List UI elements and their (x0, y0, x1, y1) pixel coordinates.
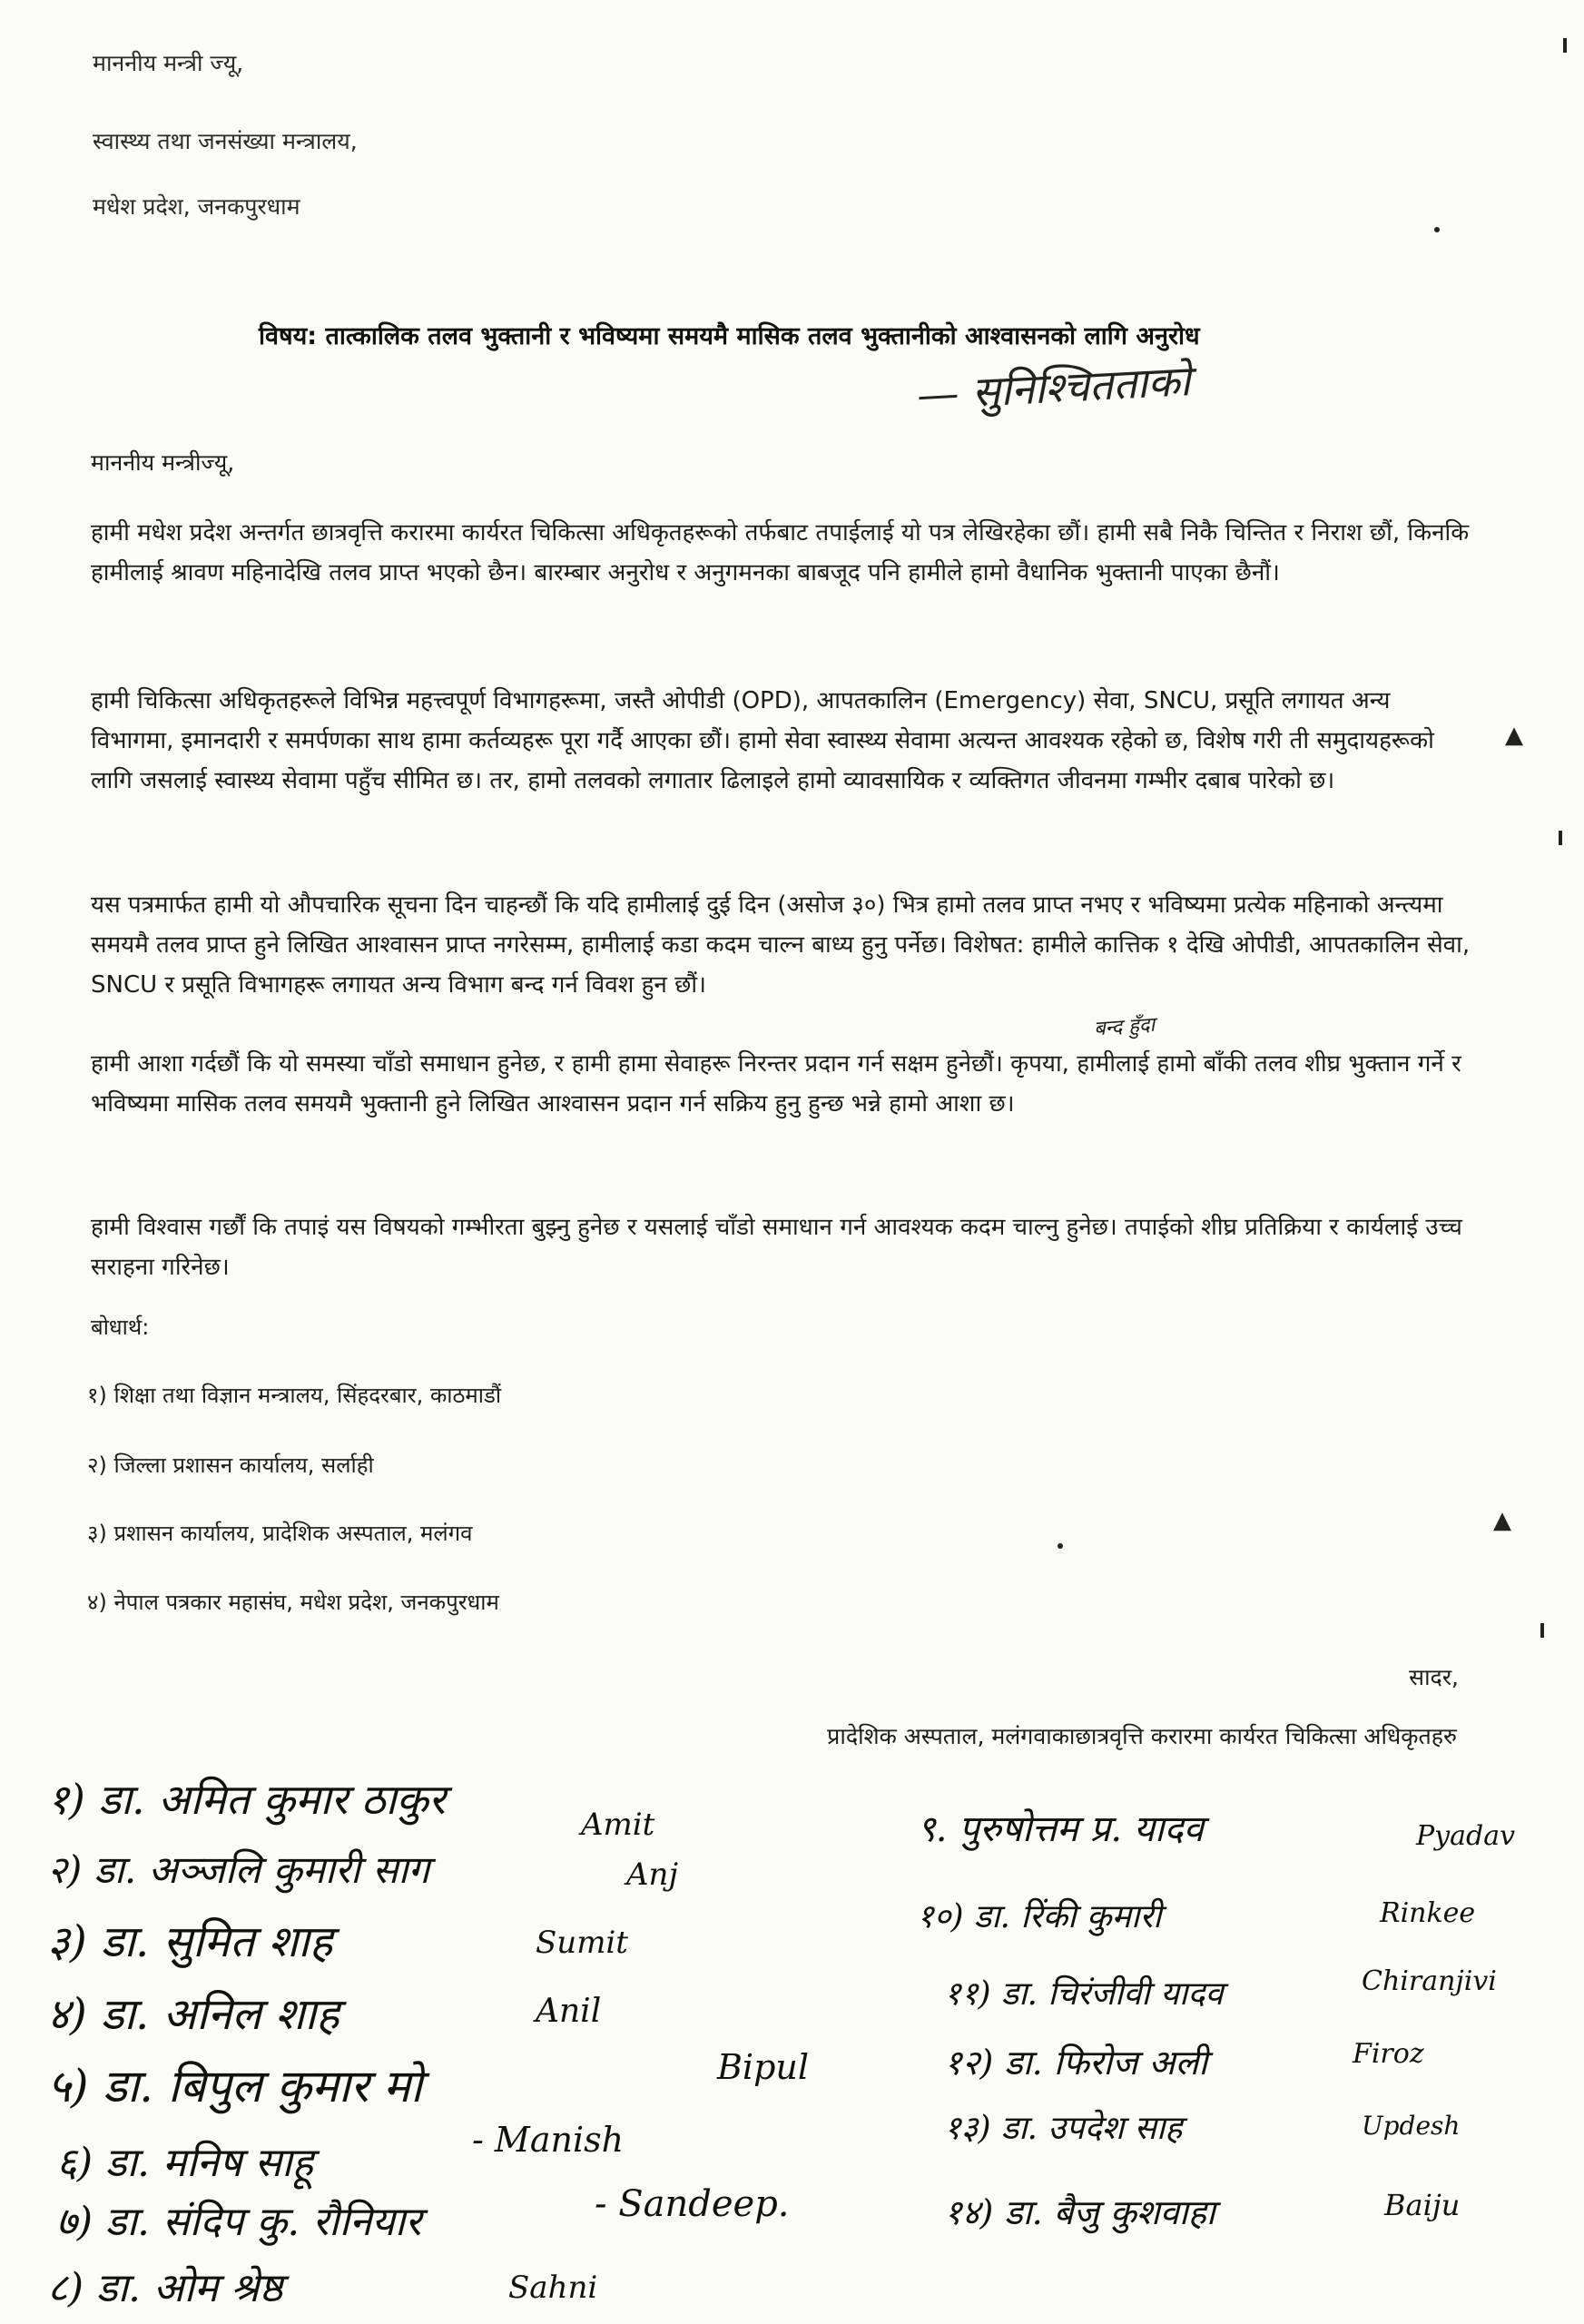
signatory-13-name: १३) डा. उपदेश साह (944, 2110, 1183, 2147)
signatory-1-signature: Amit (581, 1807, 655, 1843)
signatory-7-name: ७) डा. संदिप कु. रौनियार (56, 2199, 422, 2245)
address-line-1: माननीय मन्त्री ज्यू, (93, 50, 244, 76)
cc-item: ४) नेपाल पत्रकार महासंघ, मधेश प्रदेश, जनकपुरधाम (87, 1590, 499, 1615)
signatory-6-name: ६) डा. मनिष साहू (56, 2140, 313, 2186)
subject-handwritten-note: — सुनिश्चितताको (915, 356, 1192, 419)
signatory-8-name: ८) डा. ओम श्रेष्ठ (47, 2265, 283, 2311)
signatory-9-name: ९. पुरुषोत्तम प्र. यादव (917, 1808, 1204, 1850)
body-paragraph-5: हामी विश्वास गर्छौं कि तपाइं यस विषयको गम्भीरता बुझ्नु हुनेछ र यसलाई चाँडो समाधान गर्न आवश्यक कदम चाल्नु हुनेछ। तपाईको शीघ्र प्रतिक्रिया र कार्यलाई उच्च सराहना गरिनेछ। (91, 1214, 1462, 1281)
signatory-1-name: १) डा. अमित कुमार ठाकुर (47, 1775, 446, 1824)
organization-line: प्रादेशिक अस्पताल, मलंगवाकाछात्रवृत्ति करारमा कार्यरत चिकित्सा अधिकृतहरु (827, 1723, 1457, 1749)
scan-mark (1434, 227, 1440, 232)
signatory-4-signature: Anil (536, 1993, 602, 2030)
cc-item: १) शिक्षा तथा विज्ञान मन्त्रालय, सिंहदरबार, काठमाडौं (87, 1383, 502, 1408)
body-paragraph-3: यस पत्रमार्फत हामी यो औपचारिक सूचना दिन चाहन्छौं कि यदि हामीलाई दुई दिन (असोज ३०) भित्र हामो तलव प्राप्त नभए र भविष्यमा प्रत्येक महिनाको अन्त्यमा समयमै तलव प्राप्त हुने लिखित आश्वासन प्राप्त नगरेसम्म, हामीलाई कडा कदम चाल्न बाध्य हुनु पर्नेछ। विशेषत: हामीले कात्तिक १ देखि ओपीडी, आपतकालिन सेवा, SNCU र प्रसूति विभागहरू लगायत अन्य विभाग बन्द गर्न विवश हुन छौं। (91, 891, 1471, 999)
signatory-10-signature: Rinkee (1380, 1897, 1476, 1929)
signatory-12-name: १२) डा. फिरोज अली (944, 2043, 1208, 2083)
salutation: माननीय मन्त्रीज्यू, (91, 449, 235, 476)
signatory-6-signature: - Manish (472, 2120, 625, 2160)
address-line-2: स्वास्थ्य तथा जनसंख्या मन्त्रालय, (93, 128, 358, 154)
scan-mark: ▲ (1505, 722, 1523, 749)
scan-mark: ▲ (1493, 1507, 1511, 1534)
signatory-14-signature: Baiju (1384, 2188, 1461, 2222)
signatory-2-name: २) डा. अञ्जलि कुमारी साग (47, 1847, 430, 1892)
signatory-3-signature: Sumit (536, 1925, 628, 1961)
signatory-4-name: ४) डा. अनिल शाह (47, 1989, 339, 2040)
signatory-9-signature: Pyadav (1416, 1820, 1516, 1852)
scan-mark (1540, 1623, 1544, 1638)
signatory-5-signature: Bipul (717, 2047, 810, 2087)
signatory-11-name: ११) डा. चिरंजीवी यादव (944, 1975, 1224, 2013)
body-paragraph-2: हामी चिकित्सा अधिकृतहरूले विभिन्न महत्त्वपूर्ण विभागहरूमा, जस्तै ओपीडी (OPD), आपतकालिन (Emergency) सेवा, SNCU, प्रसूति लगायत अन्य विभागमा, इमानदारी र समर्पणका साथ हामा कर्तव्यहरू पूरा गर्दै आएका छौं। हामो सेवा स्वास्थ्य सेवामा अत्यन्त आवश्यक रहेको छ, विशेष गरी ती समुदायहरूको लागि जसलाई स्वास्थ्य सेवामा पहुँच सीमित छ। तर, हामो तलवको लगातार ढिलाइले हामो व्यावसायिक र व्यक्तिगत जीवनमा गम्भीर दबाब पारेको छ। (91, 687, 1434, 794)
body-paragraph-4: हामी आशा गर्दछौं कि यो समस्या चाँडो समाधान हुनेछ, र हामी हामा सेवाहरू निरन्तर प्रदान गर्न सक्षम हुनेछौं। कृपया, हामीलाई हामो बाँकी तलव शीघ्र भुक्तान गर्ने र भविष्यमा मासिक तलव समयमै भुक्तानी हुने लिखित आश्वासन प्रदान गर्न सक्रिय हुनु हुन्छ भन्ने हामो आशा छ। (91, 1050, 1461, 1118)
cc-label: बोधार्थ: (91, 1315, 150, 1340)
signatory-2-signature: Anj (626, 1856, 678, 1893)
scan-mark (1563, 38, 1567, 53)
scan-mark (1058, 1543, 1063, 1549)
signatory-14-name: १४) डा. बैजु कुशवाहा (944, 2192, 1215, 2232)
signatory-3-name: ३) डा. सुमित शाह (47, 1916, 333, 1967)
cc-item: २) जिल्ला प्रशासन कार्यालय, सर्लाही (87, 1452, 374, 1478)
signatory-12-signature: Firoz (1353, 2038, 1424, 2070)
body-paragraph-1: हामी मधेश प्रदेश अन्तर्गत छात्रवृत्ति करारमा कार्यरत चिकित्सा अधिकृतहरूको तर्फबाट तपाईलाई यो पत्र लेखिरहेका छौं। हामी सबै निकै चिन्तित र निराश छौं, किनकि हामीलाई श्रावण महिनादेखि तलव प्राप्त भएको छैन। बारम्बार अनुरोध र अनुगमनका बाबजूद पनि हामीले हामो वैधानिक भुक्तानी पाएका छैनौं। (91, 519, 1470, 586)
signatory-13-signature: Updesh (1362, 2111, 1461, 2141)
signatory-8-signature: Sahni (508, 2270, 598, 2306)
signatory-10-name: १०) डा. रिंकी कुमारी (917, 1898, 1162, 1935)
address-line-3: मधेश प्रदेश, जनकपुरधाम (93, 193, 300, 220)
signatory-11-signature: Chiranjivi (1362, 1965, 1497, 1997)
subject-line: विषय: तात्कालिक तलव भुक्तानी र भविष्यमा समयमै मासिक तलव भुक्तानीको आश्वासनको लागि अनुरोध (259, 322, 1200, 350)
signatory-5-name: ५) डा. बिपुल कुमार मो (47, 2060, 423, 2112)
cc-item: ३) प्रशासन कार्यालय, प्रादेशिक अस्पताल, मलंगव (87, 1521, 473, 1546)
signatory-7-signature: - Sandeep. (595, 2183, 790, 2225)
inline-handwritten-note: बन्द हुँदा (1093, 1013, 1156, 1041)
closing: सादर, (1409, 1664, 1459, 1690)
scan-mark (1559, 831, 1562, 845)
